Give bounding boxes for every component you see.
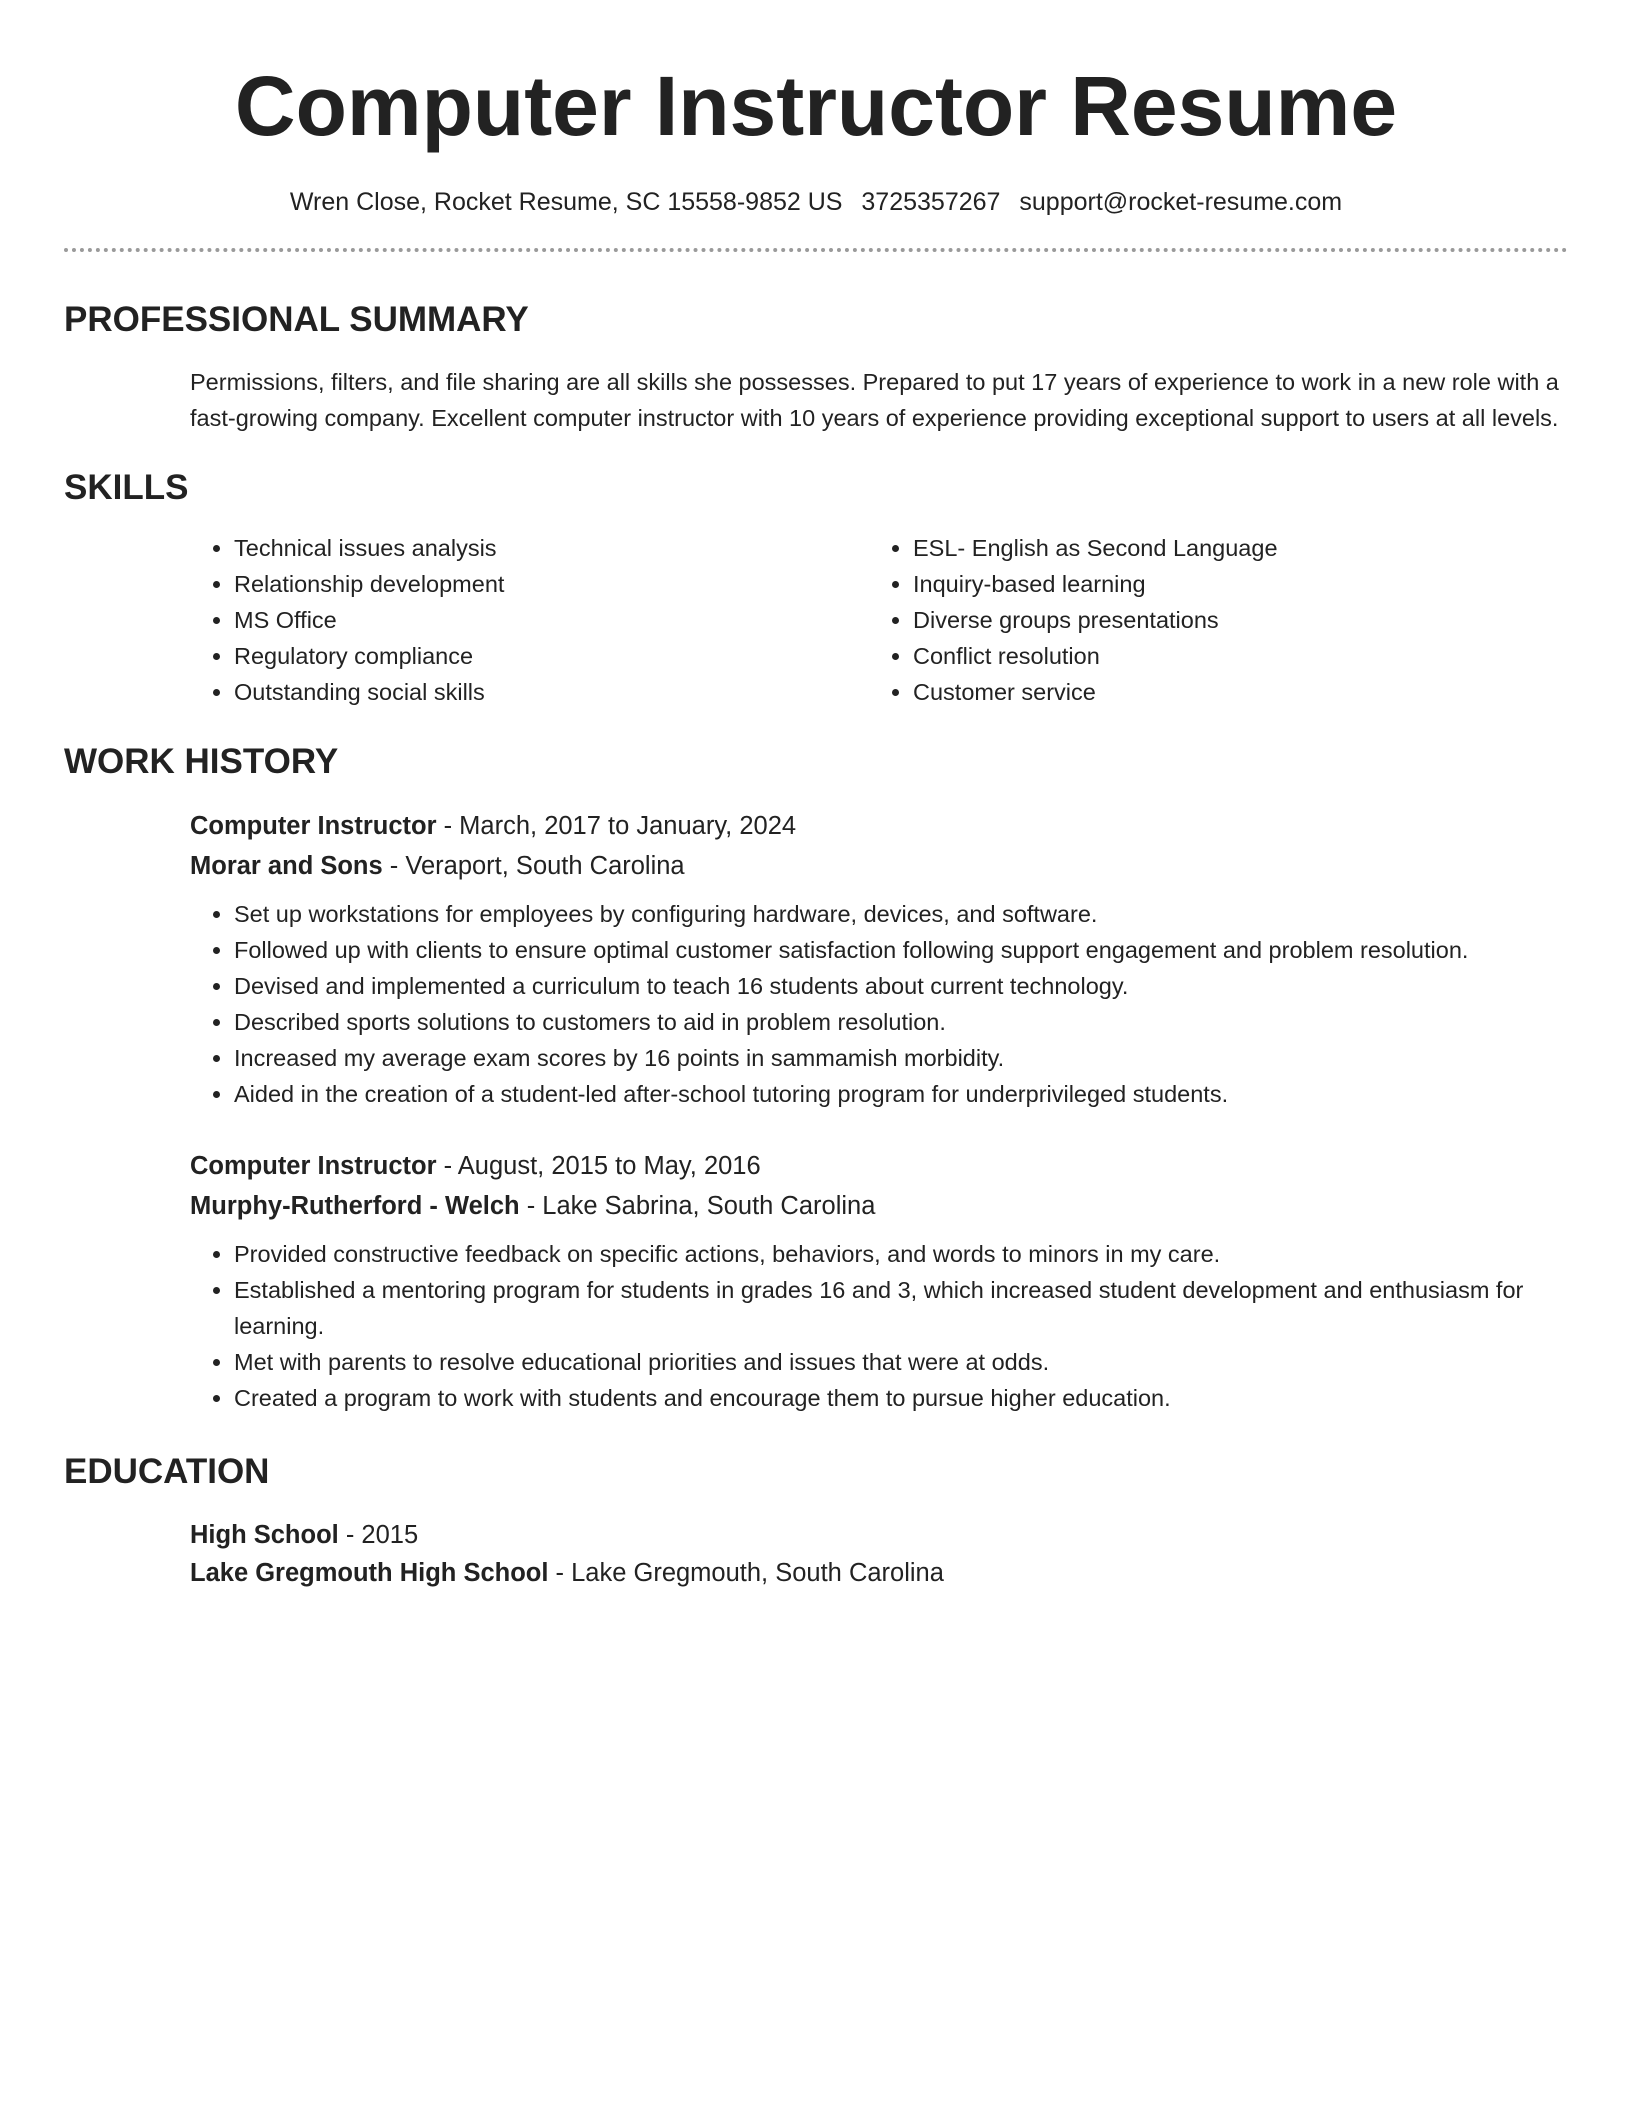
job-dates: - August, 2015 to May, 2016 xyxy=(436,1152,761,1180)
job-bullet: • Met with parents to resolve educational priorities and issues that were at odds. xyxy=(234,1344,1568,1380)
skills-right-list xyxy=(869,530,1548,710)
skills-section xyxy=(64,466,1568,710)
education-entry xyxy=(190,1516,1568,1592)
job-bullets xyxy=(190,1236,1568,1416)
header-divider xyxy=(64,248,1568,252)
education-degree: High School xyxy=(190,1521,339,1549)
education-location: - Lake Gregmouth, South Carolina xyxy=(548,1559,944,1587)
contact-line xyxy=(64,184,1568,220)
education-school: Lake Gregmouth High School xyxy=(190,1559,549,1587)
skill-item: • Technical issues analysis xyxy=(234,530,869,566)
education-school-line xyxy=(190,1554,1568,1592)
job-position: Computer Instructor xyxy=(190,812,437,840)
skill-item: • Diverse groups presentations xyxy=(913,602,1548,638)
skills-left-list xyxy=(190,530,869,710)
summary-section xyxy=(64,298,1568,436)
job-bullet: • Described sports solutions to customers to aid in problem resolution. xyxy=(234,1004,1568,1040)
resume-page xyxy=(64,0,1568,1592)
resume-title: Computer Instructor Resume xyxy=(234,59,1398,153)
job-company-line xyxy=(190,846,1568,886)
job-bullet: • Created a program to work with students and encourage them to pursue higher education. xyxy=(234,1380,1568,1416)
education-degree-line xyxy=(190,1516,1568,1554)
job-company: Morar and Sons xyxy=(190,852,383,880)
skill-item: • Inquiry-based learning xyxy=(913,566,1548,602)
job-company-line xyxy=(190,1186,1568,1226)
job-bullet: • Set up workstations for employees by configuring hardware, devices, and software. xyxy=(234,896,1568,932)
skill-item: • Outstanding social skills xyxy=(234,674,869,710)
job-bullets xyxy=(190,896,1568,1112)
skill-item: • MS Office xyxy=(234,602,869,638)
work-history-section xyxy=(64,740,1568,1416)
job-bullet: • Followed up with clients to ensure optimal customer satisfaction following support engagement and problem resolution. xyxy=(234,932,1568,968)
contact-address: Wren Close, Rocket Resume, SC 15558-9852 US xyxy=(289,188,843,216)
summary-heading: PROFESSIONAL SUMMARY xyxy=(64,300,529,339)
job-bullet: • Aided in the creation of a student-led after-school tutoring program for underprivileged students. xyxy=(234,1076,1568,1112)
job-company: Murphy-Rutherford - Welch xyxy=(190,1192,520,1220)
education-heading: EDUCATION xyxy=(64,1452,270,1491)
contact-email: support@rocket-resume.com xyxy=(1019,188,1343,216)
job-bullet: • Increased my average exam scores by 16 points in sammamish morbidity. xyxy=(234,1040,1568,1076)
job-entry xyxy=(190,1146,1568,1416)
contact-phone: 3725357267 xyxy=(861,188,1001,216)
education-year: - 2015 xyxy=(338,1521,419,1549)
job-bullet: • Established a mentoring program for students in grades 16 and 3, which increased student development and enthusiasm for learning. xyxy=(234,1272,1568,1344)
education-section xyxy=(64,1450,1568,1592)
summary-text: Permissions, filters, and file sharing are all skills she possesses. Prepared to put 17 years of experience to work in a new role with a fast-growing company. Excellent computer instructor with 10 years of experience providing exceptional support to users at all levels. xyxy=(190,369,1559,431)
job-bullet: • Devised and implemented a curriculum to teach 16 students about current technology. xyxy=(234,968,1568,1004)
skills-heading: SKILLS xyxy=(64,468,189,507)
job-position: Computer Instructor xyxy=(190,1152,437,1180)
skill-item: • Relationship development xyxy=(234,566,869,602)
job-bullet: • Provided constructive feedback on specific actions, behaviors, and words to minors in my care. xyxy=(234,1236,1568,1272)
job-title-line xyxy=(190,1146,1568,1186)
work-history-heading: WORK HISTORY xyxy=(64,742,339,781)
job-entry xyxy=(190,806,1568,1112)
job-location: - Lake Sabrina, South Carolina xyxy=(519,1192,876,1220)
job-dates: - March, 2017 to January, 2024 xyxy=(436,812,797,840)
skill-item: • Regulatory compliance xyxy=(234,638,869,674)
skill-item: • Customer service xyxy=(913,674,1548,710)
job-title-line xyxy=(190,806,1568,846)
skill-item: • Conflict resolution xyxy=(913,638,1548,674)
skills-columns xyxy=(190,530,1568,710)
job-location: - Veraport, South Carolina xyxy=(382,852,685,880)
skill-item: • ESL- English as Second Language xyxy=(913,530,1548,566)
